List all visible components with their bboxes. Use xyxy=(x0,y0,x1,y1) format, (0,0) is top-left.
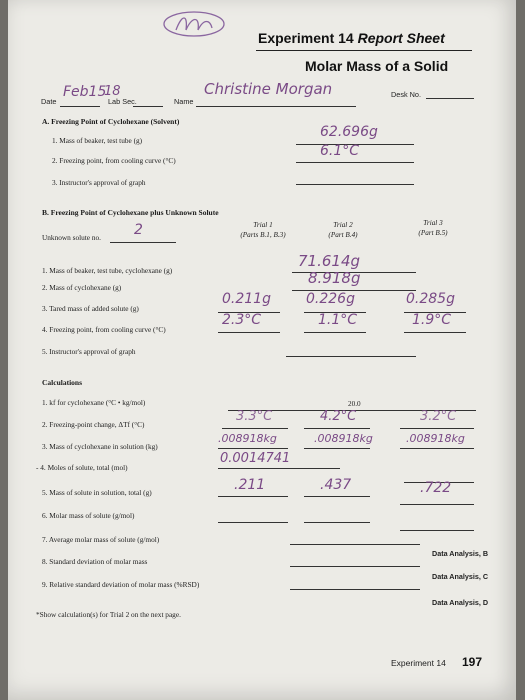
calc-row-3-trial-2: .008918kg xyxy=(314,432,373,445)
b-row-4-trial-2: 1.1°C xyxy=(318,312,358,328)
b-row-3-trial-3: 0.285g xyxy=(406,291,455,307)
calc-row-9-label: 9. Relative standard deviation of molar mass (%RSD) xyxy=(42,580,200,589)
experiment-title: Experiment 14 Report Sheet xyxy=(258,30,445,46)
calc-row-2-trial-1: 3.3°C xyxy=(236,409,273,424)
b-row-4-trial-3: 1.9°C xyxy=(412,312,452,328)
trial-2-header: Trial 2 (Part B.4) xyxy=(328,221,358,239)
data-analysis-b: Data Analysis, B xyxy=(432,549,489,558)
section-b-title: B. Freezing Point of Cyclohexane plus Unknown Solute xyxy=(42,208,219,217)
b-row-3-label: 3. Tared mass of added solute (g) xyxy=(42,304,139,313)
b-row-3-trial-2: 0.226g xyxy=(306,291,355,307)
unknown-solute-value: 2 xyxy=(134,222,143,238)
calc-row-5-trial-1: .211 xyxy=(234,477,266,493)
date-value: Feb15 xyxy=(63,84,107,100)
name-value: Christine Morgan xyxy=(204,80,333,98)
b-row-4-trial-1: 2.3°C xyxy=(222,312,262,328)
calc-row-5-trial-3: .722 xyxy=(420,480,452,496)
b-row-2-value: 8.918g xyxy=(308,269,361,287)
lab-sec-value: 18 xyxy=(104,84,121,99)
footnote: *Show calculation(s) for Trial 2 on the next page. xyxy=(36,610,181,619)
data-analysis-c: Data Analysis, C xyxy=(432,572,489,581)
calc-row-3-label: 3. Mass of cyclohexane in solution (kg) xyxy=(42,442,158,451)
desk-label: Desk No. xyxy=(391,90,422,99)
calc-row-4-value: 0.0014741 xyxy=(220,451,291,466)
b-row-3-trial-1: 0.211g xyxy=(222,291,271,307)
b-row-1-value: 71.614g xyxy=(298,252,361,270)
date-label: Date xyxy=(41,97,57,106)
calc-row-5-trial-2: .437 xyxy=(320,477,352,493)
footer-experiment-label: Experiment 14 xyxy=(391,658,446,668)
a-item-3-label: 3. Instructor's approval of graph xyxy=(52,178,146,187)
name-label: Name xyxy=(174,97,194,106)
calc-row-1-value: 20.0 xyxy=(348,400,361,408)
logo-scribble-icon xyxy=(158,8,228,42)
b-row-2-label: 2. Mass of cyclohexane (g) xyxy=(42,283,122,292)
unknown-solute-label: Unknown solute no. xyxy=(42,233,101,242)
calculations-title: Calculations xyxy=(42,378,83,387)
b-row-5-label: 5. Instructor's approval of graph xyxy=(42,347,136,356)
a-item-1-label: 1. Mass of beaker, test tube (g) xyxy=(52,136,143,145)
calc-row-3-trial-3: .008918kg xyxy=(406,432,465,445)
calc-row-1-label: 1. kf for cyclohexane (°C • kg/mol) xyxy=(42,398,146,407)
trial-3-header: Trial 3 (Part B.5) xyxy=(418,219,448,237)
report-sheet-page xyxy=(8,0,516,700)
calc-row-3-trial-1: .008918kg xyxy=(218,432,277,445)
calc-row-2-label: 2. Freezing-point change, ΔTf (°C) xyxy=(42,420,145,429)
b-row-1-label: 1. Mass of beaker, test tube, cyclohexane (g) xyxy=(42,266,173,275)
calc-row-7-label: 7. Average molar mass of solute (g/mol) xyxy=(42,535,160,544)
b-row-4-label: 4. Freezing point, from cooling curve (°C) xyxy=(42,325,166,334)
calc-row-2-trial-3: 3.2°C xyxy=(420,409,457,424)
calc-row-8-label: 8. Standard deviation of molar mass xyxy=(42,557,148,566)
calc-row-5-label: 5. Mass of solute in solution, total (g) xyxy=(42,488,152,497)
calc-row-4-label: - 4. Moles of solute, total (mol) xyxy=(36,463,128,472)
calc-row-6-label: 6. Molar mass of solute (g/mol) xyxy=(42,511,135,520)
lab-sec-label: Lab Sec. xyxy=(108,97,137,106)
page-number: 197 xyxy=(462,655,483,669)
page-subtitle: Molar Mass of a Solid xyxy=(305,58,449,74)
calc-row-2-trial-2: 4.2°C xyxy=(320,409,357,424)
a-item-2-value: 6.1°C xyxy=(320,143,360,159)
a-item-2-label: 2. Freezing point, from cooling curve (°C) xyxy=(52,156,176,165)
section-a-title: A. Freezing Point of Cyclohexane (Solvent) xyxy=(42,117,180,126)
trial-1-header: Trial 1 (Parts B.1, B.3) xyxy=(240,221,286,239)
a-item-1-value: 62.696g xyxy=(320,124,378,140)
data-analysis-d: Data Analysis, D xyxy=(432,598,489,607)
